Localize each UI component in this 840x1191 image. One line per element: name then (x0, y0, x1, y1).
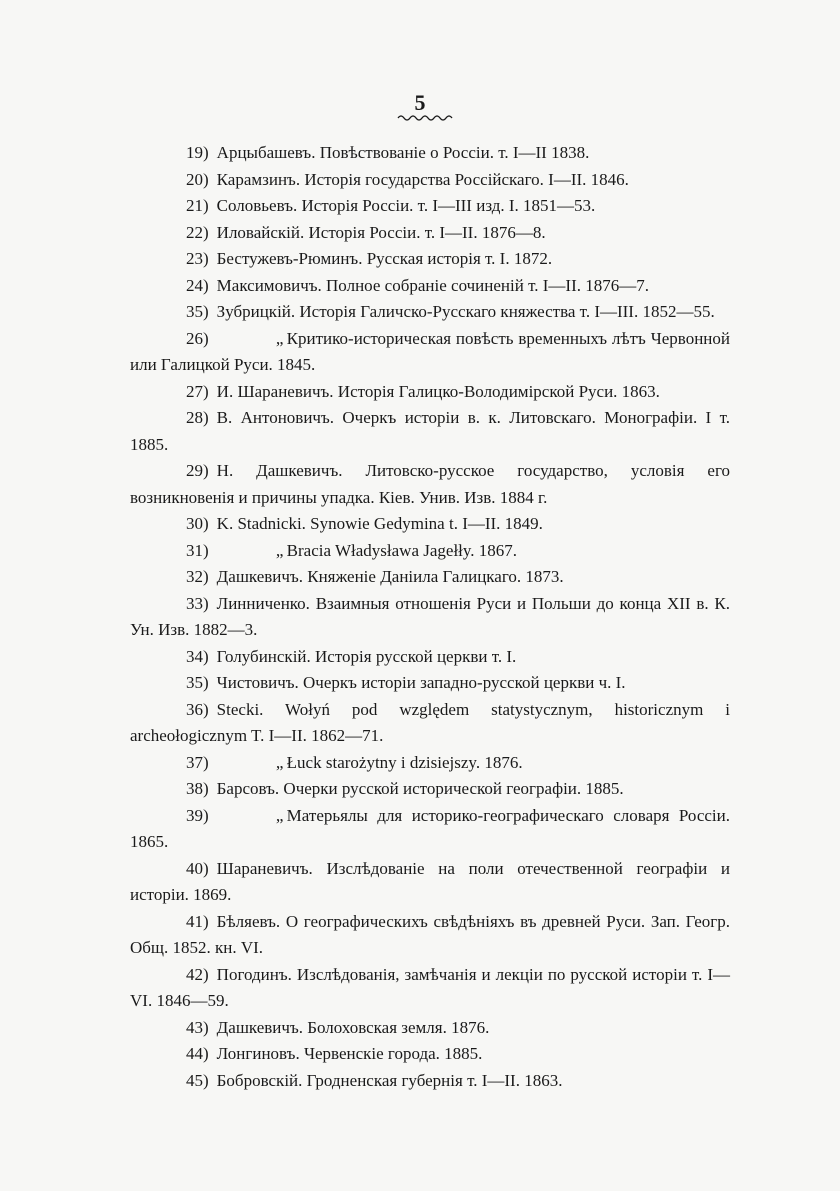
entry-number: 41) (186, 911, 209, 931)
entry-text: Голубинскій. Исторія русской церкви т. I. (216, 646, 517, 666)
entry-text: И. Шараневичъ. Исторія Галицко-Володимірской Руси. 1863. (216, 381, 660, 401)
entry-text: Зубрицкій. Исторія Галичско-Русскаго княжества т. I—III. 1852—55. (216, 302, 715, 321)
entry-number: 32) (186, 567, 209, 586)
bibliography-entry (130, 1068, 730, 1095)
ditto-mark: „ (275, 752, 284, 772)
entry-text: Арцыбашевъ. Повѣствованіе о Россіи. т. I—II 1838. (216, 143, 590, 162)
bibliography-entry (130, 564, 730, 591)
bibliography-entry (130, 776, 730, 803)
entry-number: 23) (186, 249, 209, 268)
bibliography-entry (130, 326, 730, 379)
entry-text: Stecki. Wołyń pod względem statystycznym, historicznym i archeołogicznym T. I—II. 1862—71. (130, 699, 730, 745)
entry-text: Чистовичъ. Очеркъ исторіи западно-русской церкви ч. I. (216, 673, 626, 692)
entry-number: 34) (186, 646, 209, 666)
bibliography-entry (130, 511, 730, 538)
bibliography-entry (130, 167, 730, 194)
bibliography-entry (130, 405, 730, 458)
entry-number: 28) (186, 408, 209, 427)
bibliography-entry (130, 299, 730, 326)
entry-text: В. Антоновичъ. Очеркъ исторіи в. к. Литовскаго. Монографіи. I т. 1885. (130, 408, 730, 454)
bibliography-entry (130, 644, 730, 671)
entry-number: 35) (186, 302, 209, 321)
bibliography-entry (130, 1015, 730, 1042)
bibliography-entry (130, 246, 730, 273)
entry-number: 44) (186, 1044, 209, 1063)
ditto-mark: „ (275, 805, 284, 825)
bibliography-entry (130, 962, 730, 1015)
bibliography-entry (130, 697, 730, 750)
page-number: 5 (414, 90, 426, 115)
entry-text: Бобровскій. Гродненская губернія т. I—II. 1863. (216, 1070, 563, 1090)
entry-number: 43) (186, 1017, 209, 1037)
entry-number: 40) (186, 858, 209, 878)
entry-number: 38) (186, 779, 209, 798)
entry-text: Линниченко. Взаимныя отношенія Руси и Польши до конца XII в. К. Ун. Изв. 1882—3. (130, 593, 730, 639)
entry-number: 37) (186, 752, 209, 772)
entry-number: 27) (186, 381, 209, 401)
wavy-rule-ornament (396, 112, 454, 124)
bibliography-entry (130, 856, 730, 909)
entry-text: Шараневичъ. Изслѣдованіе на поли отечественной географіи и исторіи. 1869. (130, 858, 730, 904)
entry-number: 42) (186, 964, 209, 984)
entry-text: Погодинъ. Изслѣдованія, замѣчанія и лекціи по русской исторіи т. I—VI. 1846—59. (130, 964, 730, 1010)
entry-number: 19) (186, 143, 209, 162)
entry-text: Бѣляевъ. О географическихъ свѣдѣніяхъ въ древней Руси. Зап. Геогр. Общ. 1852. кн. VI. (130, 911, 730, 957)
ditto-mark: „ (275, 328, 284, 348)
entry-text: Критико-историческая повѣсть временныхъ лѣтъ Червонной или Галицкой Руси. 1845. (130, 328, 730, 374)
bibliography-entry (130, 909, 730, 962)
entry-number: 29) (186, 461, 209, 480)
entry-text: Łuck starożytny i dzisiejszy. 1876. (286, 752, 523, 772)
bibliography-entry (130, 193, 730, 220)
entry-number: 20) (186, 169, 209, 189)
bibliography-entry (130, 591, 730, 644)
entry-number: 33) (186, 593, 209, 613)
entry-text: Бестужевъ-Рюминъ. Русская исторія т. I. 1872. (216, 249, 553, 268)
bibliography-entry (130, 538, 730, 565)
bibliography-entry (130, 273, 730, 300)
bibliography-entry (130, 379, 730, 406)
entry-text: Дашкевичъ. Болоховская земля. 1876. (216, 1017, 490, 1037)
bibliography-entry (130, 750, 730, 777)
entry-text: Bracia Władysława Jagełły. 1867. (286, 540, 518, 560)
entry-text: Барсовъ. Очерки русской исторической географіи. 1885. (216, 779, 624, 798)
entry-text: Иловайскій. Исторія Россіи. т. I—II. 1876—8. (216, 222, 546, 242)
bibliography-entry (130, 458, 730, 511)
entry-number: 22) (186, 222, 209, 242)
entry-text: Лонгиновъ. Червенскіе города. 1885. (216, 1044, 483, 1063)
bibliography-entry (130, 1041, 730, 1068)
entry-number: 31) (186, 540, 209, 560)
entry-text: Н. Дашкевичъ. Литовско-русское государство, условія его возникновенія и причины упадка. Кіев. Унив. Изв. 1884 г. (130, 461, 730, 507)
bibliography-entry (130, 670, 730, 697)
entry-number: 45) (186, 1070, 209, 1090)
entry-number: 21) (186, 196, 209, 215)
entry-text: Карамзинъ. Исторія государства Россійскаго. I—II. 1846. (216, 169, 629, 189)
entry-number: 26) (186, 328, 209, 348)
entry-text: Матерьялы для историко-географическаго словаря Россіи. 1865. (130, 805, 730, 851)
entry-text: Дашкевичъ. Княженіе Даніила Галицкаго. 1873. (216, 567, 564, 586)
entry-number: 36) (186, 699, 209, 719)
entry-text: Максимовичъ. Полное собраніе сочиненій т. I—II. 1876—7. (216, 275, 649, 295)
bibliography-entry (130, 803, 730, 856)
entry-number: 24) (186, 275, 209, 295)
bibliography-list (130, 140, 730, 1094)
bibliography-entry (130, 220, 730, 247)
entry-number: 35) (186, 673, 209, 692)
ditto-mark: „ (275, 540, 284, 560)
entry-number: 30) (186, 514, 209, 533)
bibliography-entry (130, 140, 730, 167)
entry-text: K. Stadnicki. Synowie Gedymina t. I—II. 1849. (216, 514, 543, 533)
entry-text: Соловьевъ. Исторія Россіи. т. I—III изд. I. 1851—53. (216, 196, 596, 215)
entry-number: 39) (186, 805, 209, 825)
